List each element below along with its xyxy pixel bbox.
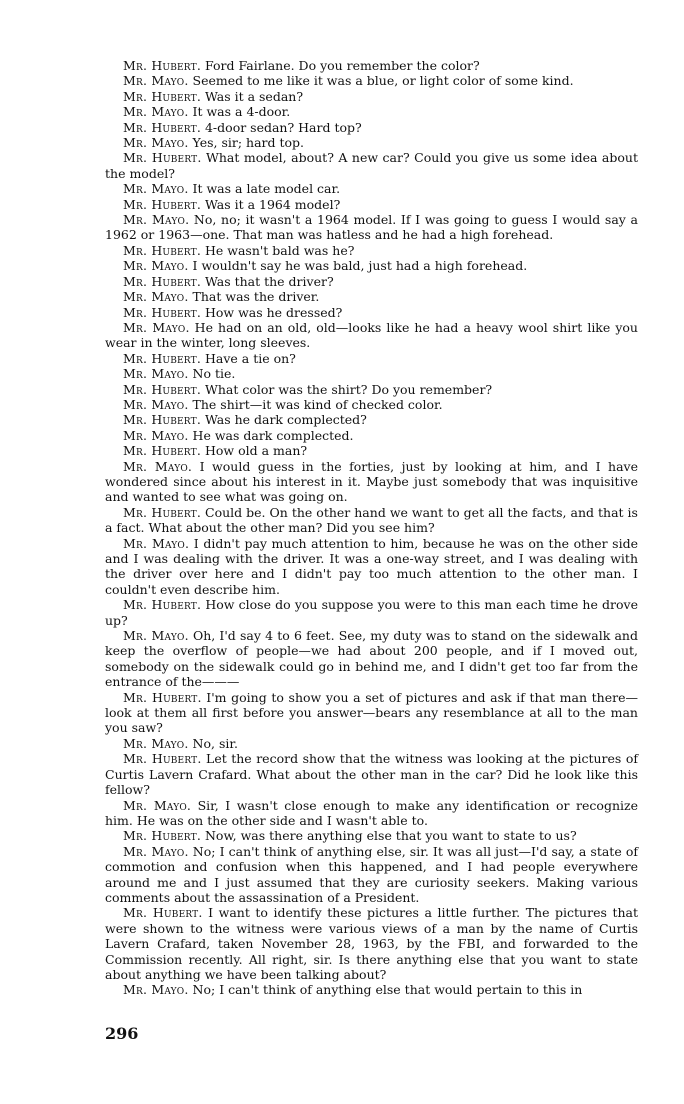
speech-text: 4-door sedan? Hard top? xyxy=(204,119,362,135)
testimony-paragraph xyxy=(105,443,638,458)
speaker-name: Mr. Hubert. xyxy=(123,119,201,135)
testimony-paragraph xyxy=(105,104,638,119)
speaker-name: Mr. Hubert. xyxy=(123,597,202,613)
testimony-paragraph xyxy=(105,459,638,505)
testimony-paragraph xyxy=(105,628,638,690)
speaker-name: Mr. Hubert. xyxy=(123,381,201,397)
speech-text: Sir, I wasn't close enough to make any identification or recognize him. He was on the other side and I wasn't able to. xyxy=(105,797,638,828)
speaker-name: Mr. Mayo. xyxy=(123,797,192,813)
speaker-name: Mr. Mayo. xyxy=(123,104,189,120)
speaker-name: Mr. Hubert. xyxy=(123,196,201,212)
speaker-name: Mr. Hubert. xyxy=(123,443,201,459)
speaker-name: Mr. Hubert. xyxy=(123,273,201,289)
speech-text: Was it a sedan? xyxy=(204,88,304,104)
testimony-paragraph xyxy=(105,751,638,797)
speech-text: I'm going to show you a set of pictures and ask if that man there—look at them all first before you answer—bears any resemblance at all to the man you saw? xyxy=(105,689,638,736)
testimony-paragraph xyxy=(105,736,638,751)
speaker-name: Mr. Hubert. xyxy=(123,689,202,705)
speech-text: No, sir. xyxy=(192,735,238,751)
speech-text: The shirt—it was kind of checked color. xyxy=(192,396,443,412)
speech-text: Oh, I'd say 4 to 6 feet. See, my duty was to stand on the sidewalk and keep the overflow of people—we had about 200 people, and if I moved out, somebody on the sidewalk could go in behind me, and I didn't get too far from the entrance of the——— xyxy=(105,628,638,690)
speech-text: No tie. xyxy=(192,366,236,382)
testimony-paragraph xyxy=(105,982,638,997)
speaker-name: Mr. Mayo. xyxy=(123,396,189,412)
speaker-name: Mr. Hubert. xyxy=(123,905,203,921)
testimony-paragraph xyxy=(105,258,638,273)
speech-text: I want to identify these pictures a little further. The pictures that were shown to the witness were various views of a man by the name of Curtis Lavern Crafard, taken November 28, 1963, by the FBI, and forwarded to the Commission recently. All right, sir. Is there anything else that you want to state about anything we have been talking about? xyxy=(105,905,638,982)
testimony-paragraph xyxy=(105,58,638,73)
speech-text: He wasn't bald was he? xyxy=(204,242,355,258)
speaker-name: Mr. Hubert. xyxy=(123,350,201,366)
speaker-name: Mr. Mayo. xyxy=(123,458,193,474)
speaker-name: Mr. Mayo. xyxy=(123,258,189,274)
speaker-name: Mr. Mayo. xyxy=(123,212,190,228)
testimony-paragraph xyxy=(105,844,638,906)
speech-text: Now, was there anything else that you want to state to us? xyxy=(204,828,577,844)
speech-text: No; I can't think of anything else that would pertain to this in xyxy=(192,982,583,998)
testimony-paragraph xyxy=(105,120,638,135)
testimony-paragraph xyxy=(105,412,638,427)
testimony-paragraph xyxy=(105,382,638,397)
testimony-paragraph xyxy=(105,798,638,829)
testimony-paragraph xyxy=(105,397,638,412)
speech-text: Seemed to me like it was a blue, or light color of some kind. xyxy=(192,73,574,89)
speech-text: It was a 4-door. xyxy=(192,104,291,120)
speaker-name: Mr. Mayo. xyxy=(123,73,189,89)
testimony-paragraph xyxy=(105,536,638,598)
speech-text: It was a late model car. xyxy=(192,181,341,197)
testimony-paragraph xyxy=(105,89,638,104)
speech-text: I would guess in the forties, just by looking at him, and I have wondered since about his interest in it. Maybe just somebody that was inquisitive and wanted to see what was going on. xyxy=(105,458,638,505)
testimony-paragraph xyxy=(105,135,638,150)
speaker-name: Mr. Hubert. xyxy=(123,751,202,767)
speaker-name: Mr. Mayo. xyxy=(123,289,189,305)
testimony-paragraph xyxy=(105,366,638,381)
speech-text: Have a tie on? xyxy=(204,350,296,366)
speech-text: Was he dark complected? xyxy=(204,412,367,428)
testimony-paragraph xyxy=(105,505,638,536)
speech-text: What color was the shirt? Do you remember? xyxy=(204,381,493,397)
speech-text: Could be. On the other hand we want to get all the facts, and that is a fact. What about the other man? Did you see him? xyxy=(105,504,638,536)
speech-text: Let the record show that the witness was looking at the pictures of Curtis Lavern Crafard. What about the other man in the car? Did he look like this fellow? xyxy=(105,751,638,798)
testimony-paragraph xyxy=(105,597,638,628)
speech-text: He was dark complected. xyxy=(192,427,354,443)
transcript-body xyxy=(105,58,638,998)
speaker-name: Mr. Mayo. xyxy=(123,535,190,551)
speaker-name: Mr. Mayo. xyxy=(123,366,189,382)
speech-text: He had on an old, old—looks like he had a heavy wool shirt like you wear in the winter, long sleeves. xyxy=(105,319,638,351)
testimony-paragraph xyxy=(105,351,638,366)
speech-text: Yes, sir; hard top. xyxy=(192,135,305,151)
speaker-name: Mr. Hubert. xyxy=(123,58,201,73)
speaker-name: Mr. Mayo. xyxy=(123,319,190,335)
testimony-paragraph xyxy=(105,197,638,212)
speech-text: No, no; it wasn't a 1964 model. If I was going to guess I would say a 1962 or 1963—one. That man was hatless and he had a high forehead. xyxy=(105,212,638,243)
speech-text: How close do you suppose you were to this man each time he drove up? xyxy=(105,597,638,628)
speaker-name: Mr. Mayo. xyxy=(123,427,189,443)
speaker-name: Mr. Hubert. xyxy=(123,828,201,844)
speech-text: What model, about? A new car? Could you give us some idea about the model? xyxy=(105,150,638,181)
speech-text: Was that the driver? xyxy=(204,273,334,289)
testimony-paragraph xyxy=(105,905,638,982)
speech-text: I wouldn't say he was bald, just had a high forehead. xyxy=(192,258,528,274)
speech-text: That was the driver. xyxy=(192,289,320,305)
speaker-name: Mr. Mayo. xyxy=(123,843,189,859)
speech-text: How was he dressed? xyxy=(204,304,343,320)
speaker-name: Mr. Mayo. xyxy=(123,181,189,197)
speaker-name: Mr. Hubert. xyxy=(123,88,201,104)
testimony-paragraph xyxy=(105,243,638,258)
speaker-name: Mr. Hubert. xyxy=(123,412,201,428)
testimony-paragraph xyxy=(105,274,638,289)
testimony-paragraph xyxy=(105,305,638,320)
speech-text: How old a man? xyxy=(204,443,308,459)
testimony-paragraph xyxy=(105,828,638,843)
speaker-name: Mr. Mayo. xyxy=(123,135,189,151)
testimony-paragraph xyxy=(105,150,638,181)
speaker-name: Mr. Hubert. xyxy=(123,504,202,520)
speech-text: Ford Fairlane. Do you remember the color? xyxy=(204,58,480,73)
speaker-name: Mr. Mayo. xyxy=(123,735,189,751)
testimony-paragraph xyxy=(105,181,638,196)
speaker-name: Mr. Mayo. xyxy=(123,982,189,998)
speaker-name: Mr. Hubert. xyxy=(123,304,201,320)
testimony-paragraph xyxy=(105,428,638,443)
testimony-paragraph xyxy=(105,690,638,736)
testimony-paragraph xyxy=(105,73,638,88)
testimony-paragraph xyxy=(105,289,638,304)
speech-text: No; I can't think of anything else, sir. It was all just—I'd say, a state of commotion and confusion when this happened, and I had people everywhere around me and I just assumed that they are curiosity seekers. Making various comments about the assassination of a President. xyxy=(105,843,638,905)
speaker-name: Mr. Hubert. xyxy=(123,242,201,258)
speech-text: I didn't pay much attention to him, because he was on the other side and I was dealing with the driver. It was a one-way street, and I was dealing with the driver over here and I didn't pay too much attention to the other man. I couldn't even describe him. xyxy=(105,535,638,597)
speaker-name: Mr. Hubert. xyxy=(123,150,202,166)
testimony-paragraph xyxy=(105,320,638,351)
testimony-paragraph xyxy=(105,212,638,243)
speaker-name: Mr. Mayo. xyxy=(123,628,189,644)
speech-text: Was it a 1964 model? xyxy=(204,196,341,212)
page-number: 296 xyxy=(105,1024,139,1043)
